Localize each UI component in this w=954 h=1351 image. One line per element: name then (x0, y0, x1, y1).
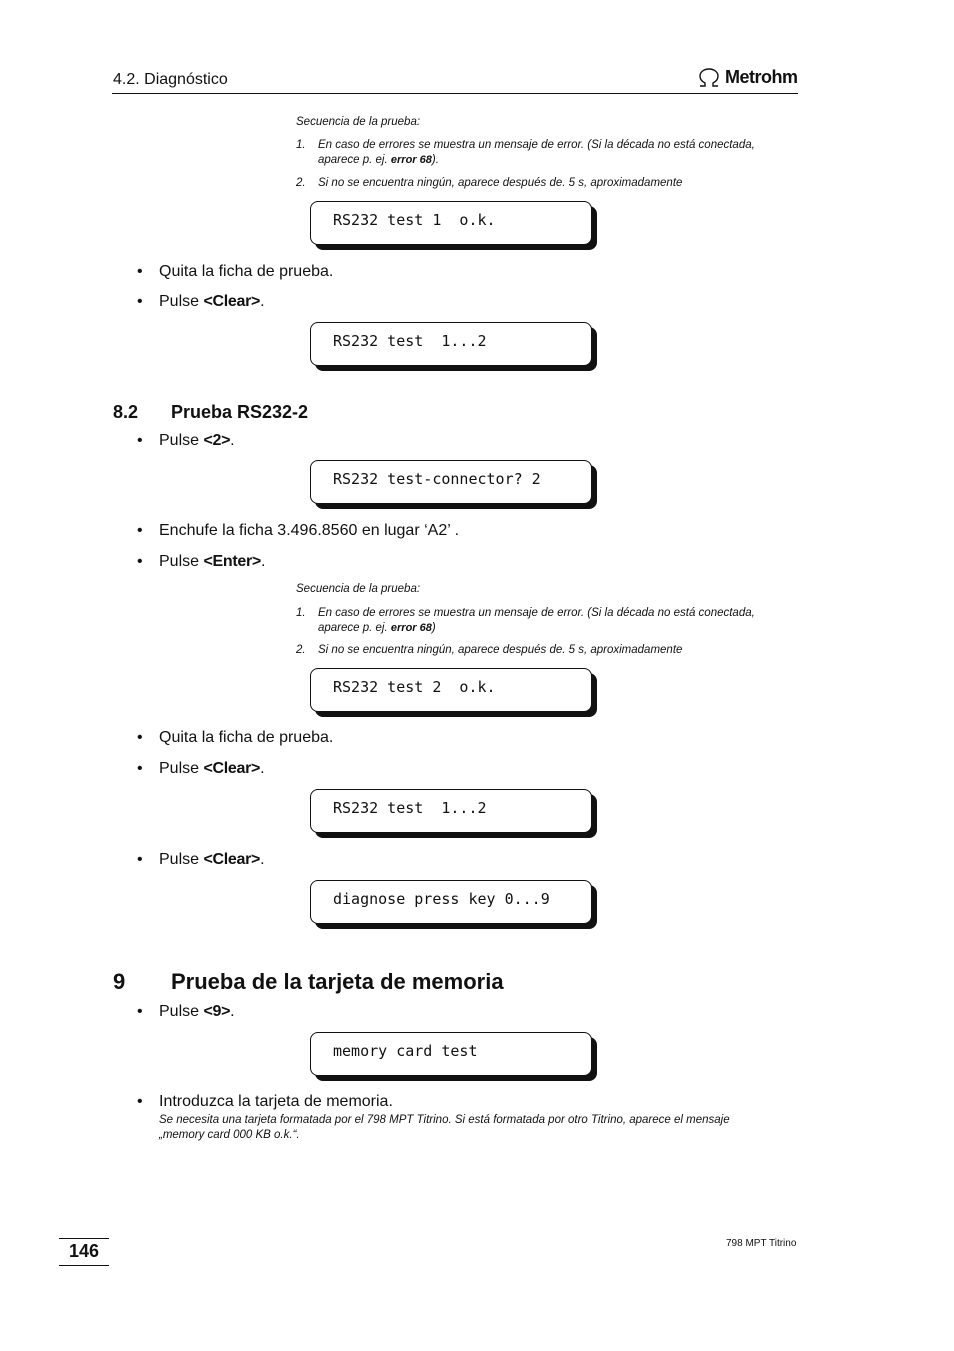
bullet-punct: . (260, 293, 265, 310)
display-text: RS232 test 2 o.k. (333, 678, 496, 696)
sequence-label: Secuencia de la prueba: (296, 116, 421, 128)
item-text: Si no se encuentra ningún, aparece después de. 5 s, aproximadamente (318, 177, 683, 189)
bullet-text: Quita la ficha de prueba. (159, 729, 334, 746)
header-rule (112, 93, 798, 94)
key-label: <Enter> (203, 553, 261, 570)
error-code: error 68 (390, 622, 432, 634)
note-line: Se necesita una tarjeta formatada por el 798 MPT Titrino. Si está formatada por otro Titrino, aparece el mensaje (159, 1114, 730, 1126)
lcd-display (310, 668, 592, 712)
bullet-text: Pulse (159, 432, 200, 449)
footer-product-name: 798 MPT Titrino (726, 1238, 797, 1249)
display-text: memory card test (333, 1042, 478, 1060)
sequence-item (296, 606, 796, 638)
item-line: En caso de errores se muestra un mensaje de error. (Si la década no está conectada, (318, 607, 755, 619)
section-title: Prueba RS232-2 (171, 402, 309, 422)
item-line: aparece p. ej. (318, 622, 388, 634)
bullet-text: Introduzca la tarjeta de memoria. (159, 1093, 393, 1110)
bullet-text: Pulse (159, 760, 200, 777)
bullet-text: Pulse (159, 1003, 200, 1020)
item-text: Si no se encuentra ningún, aparece después de. 5 s, aproximadamente (318, 644, 683, 656)
bullet-punct: . (260, 760, 265, 777)
lcd-display (310, 1032, 592, 1076)
bullet-punct: . (230, 1003, 235, 1020)
item-line: En caso de errores se muestra un mensaje de error. (Si la década no está conectada, (318, 139, 755, 151)
bullet-text: Pulse (159, 293, 200, 310)
item-number: 2. (296, 644, 306, 656)
key-label: <9> (203, 1003, 231, 1020)
page-number: 146 (68, 1241, 100, 1261)
item-line-end: ). (431, 154, 439, 166)
note-text (159, 1113, 799, 1143)
item-line-end: ) (431, 622, 436, 634)
note-line: „memory card 000 KB o.k.“. (159, 1129, 300, 1141)
key-label: <Clear> (203, 851, 261, 868)
display-text: RS232 test 1...2 (333, 332, 487, 350)
error-code: error 68 (390, 154, 432, 166)
item-number: 2. (296, 177, 306, 189)
lcd-display (310, 460, 592, 504)
lcd-display (310, 789, 592, 833)
item-number: 1. (296, 607, 306, 619)
item-line: aparece p. ej. (318, 154, 388, 166)
chapter-title: Prueba de la tarjeta de memoria (171, 969, 504, 994)
brand-logo (697, 67, 798, 88)
key-label: <Clear> (203, 760, 261, 777)
item-number: 1. (296, 139, 306, 151)
bullet-text: Pulse (159, 553, 200, 570)
section-number: 8.2 (113, 402, 139, 422)
display-text: RS232 test 1...2 (333, 799, 487, 817)
omega-logo-icon (697, 68, 721, 88)
bullet-punct: . (260, 553, 266, 570)
item-text (318, 606, 788, 636)
sequence-label: Secuencia de la prueba: (296, 583, 421, 595)
bullet-punct: . (230, 432, 235, 449)
page-number-rule-bottom (59, 1265, 109, 1266)
brand-name: Metrohm (725, 67, 798, 87)
lcd-display (310, 322, 592, 366)
key-label: <Clear> (203, 293, 261, 310)
page-number-rule-top (59, 1238, 109, 1239)
bullet-text: Pulse (159, 851, 200, 868)
lcd-display (310, 201, 592, 245)
sequence-item (296, 138, 796, 170)
display-text: diagnose press key 0...9 (333, 890, 550, 908)
bullet-text: Enchufe la ficha 3.496.8560 en lugar ‘A2’ . (159, 522, 460, 539)
display-text: RS232 test-connector? 2 (333, 470, 541, 488)
lcd-display (310, 880, 592, 924)
bullet-text: Quita la ficha de prueba. (159, 263, 334, 280)
key-label: <2> (203, 432, 231, 449)
header-section-title: 4.2. Diagnóstico (113, 71, 228, 88)
display-text: RS232 test 1 o.k. (333, 211, 496, 229)
bullet-punct: . (260, 851, 265, 868)
chapter-number: 9 (113, 969, 126, 994)
item-text (318, 138, 788, 168)
